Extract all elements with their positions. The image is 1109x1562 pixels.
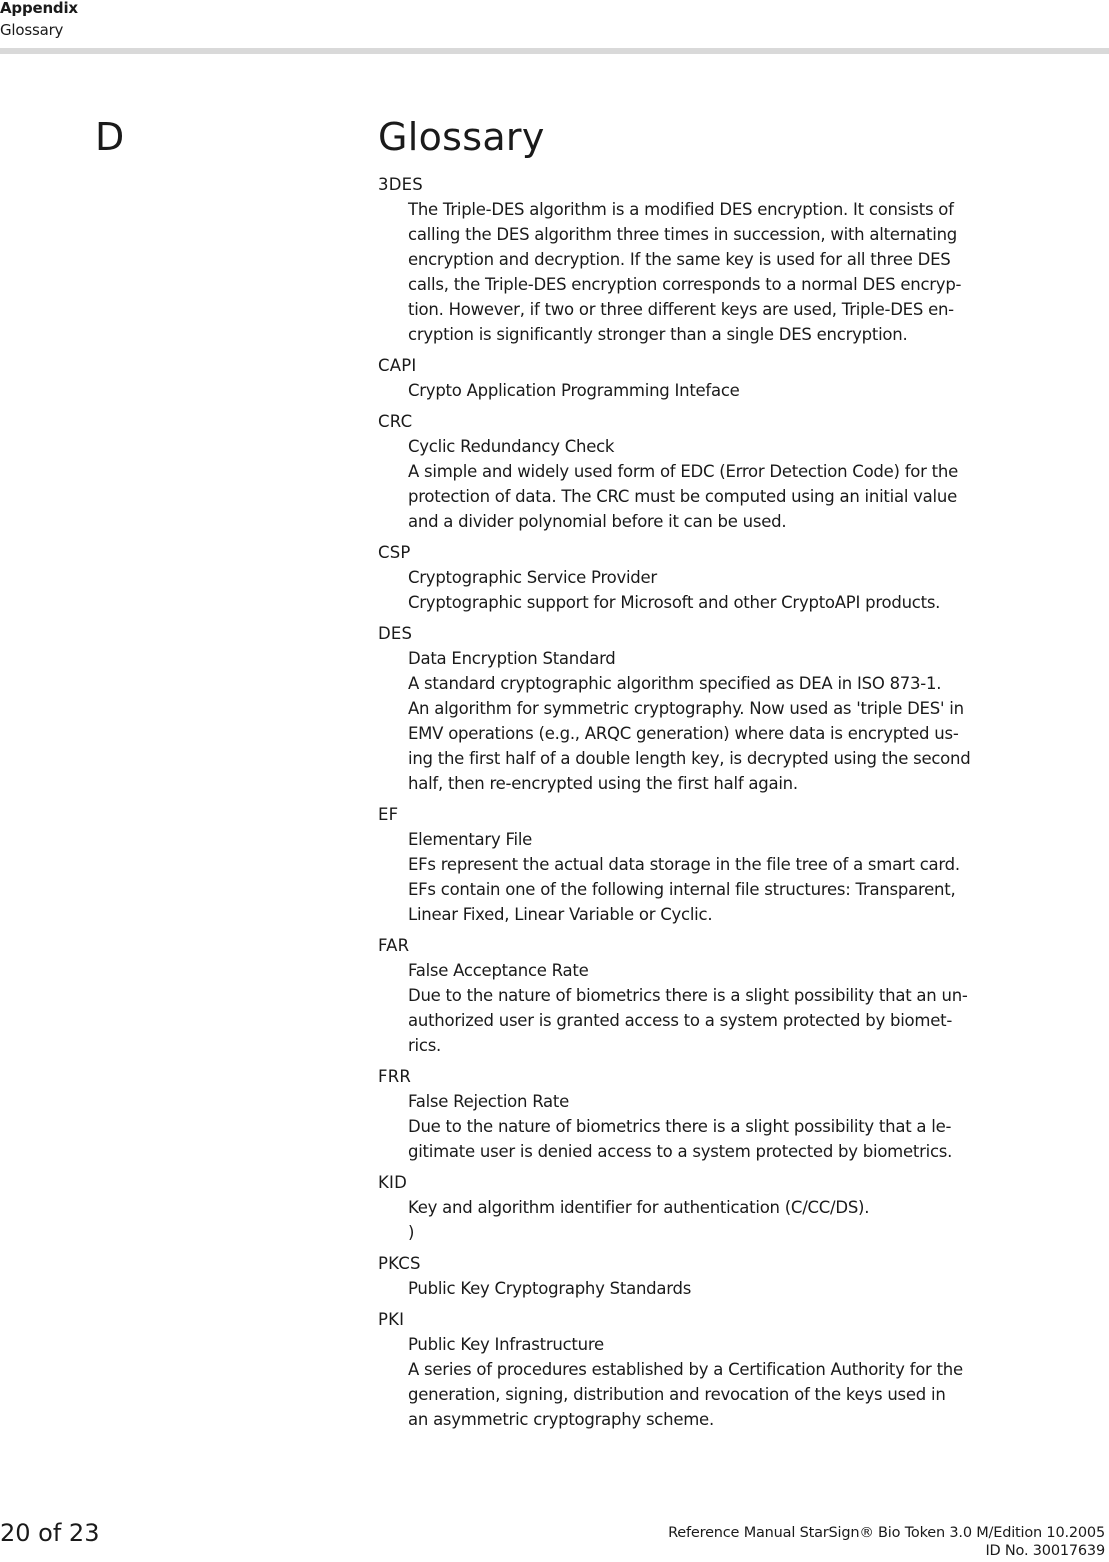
glossary-definition-line: EFs contain one of the following internal file structures: Transparent, xyxy=(408,880,956,899)
glossary-definition-line: cryption is significantly stronger than a single DES encryption. xyxy=(408,325,908,344)
glossary-term: CRC xyxy=(378,412,413,431)
glossary-definition-line: gitimate user is denied access to a system protected by biometrics. xyxy=(408,1142,953,1161)
glossary-definition-line: Due to the nature of biometrics there is a slight possibility that a le- xyxy=(408,1117,952,1136)
glossary-term: PKCS xyxy=(378,1254,421,1273)
glossary-definition-line: An algorithm for symmetric cryptography. Now used as 'triple DES' in xyxy=(408,699,964,718)
glossary-entry xyxy=(378,933,1028,1058)
glossary-term: FAR xyxy=(378,936,410,955)
glossary-definition-line: The Triple-DES algorithm is a modified DES encryption. It consists of xyxy=(408,200,954,219)
glossary-definition-line: an asymmetric cryptography scheme. xyxy=(408,1410,714,1429)
glossary-definition-line: ing the first half of a double length key, is decrypted using the second xyxy=(408,749,971,768)
glossary-term: 3DES xyxy=(378,175,423,194)
glossary-definition-line: authorized user is granted access to a system protected by biomet- xyxy=(408,1011,953,1030)
footer-reference xyxy=(668,1524,1105,1560)
page-number: 20 of 23 xyxy=(0,1519,100,1547)
glossary-definition-line: Data Encryption Standard xyxy=(408,649,616,668)
glossary-definition-line: Cyclic Redundancy Check xyxy=(408,437,615,456)
glossary-definition-line: Elementary File xyxy=(408,830,533,849)
glossary-definition-line: rics. xyxy=(408,1036,442,1055)
glossary-definition-line: False Acceptance Rate xyxy=(408,961,589,980)
glossary-entry xyxy=(378,621,1028,796)
glossary-entry xyxy=(378,1307,1028,1432)
glossary-definition-line: generation, signing, distribution and revocation of the keys used in xyxy=(408,1385,946,1404)
glossary-term: FRR xyxy=(378,1067,412,1086)
document-id: ID No. 30017639 xyxy=(985,1543,1105,1559)
glossary-definition-line: EFs represent the actual data storage in the file tree of a smart card. xyxy=(408,855,960,874)
glossary-term: DES xyxy=(378,624,413,643)
glossary-definition-line: Public Key Infrastructure xyxy=(408,1335,604,1354)
glossary-entry xyxy=(378,1170,1028,1245)
glossary-definition-line: Key and algorithm identifier for authentication (C/CC/DS). xyxy=(408,1198,870,1217)
document-reference: Reference Manual StarSign® Bio Token 3.0 M/Edition 10.2005 xyxy=(668,1525,1105,1541)
glossary-definition-line: calls, the Triple-DES encryption corresponds to a normal DES encryp- xyxy=(408,275,962,294)
glossary-definition-line: Due to the nature of biometrics there is a slight possibility that an un- xyxy=(408,986,968,1005)
glossary-definition-line: encryption and decryption. If the same key is used for all three DES xyxy=(408,250,951,269)
glossary-definition-line: Cryptographic Service Provider xyxy=(408,568,657,587)
glossary-definition-line: tion. However, if two or three different keys are used, Triple-DES en- xyxy=(408,300,954,319)
glossary-term: EF xyxy=(378,805,399,824)
glossary-definition-line: A series of procedures established by a Certification Authority for the xyxy=(408,1360,963,1379)
glossary-term: CAPI xyxy=(378,356,417,375)
header-subsection-title: Glossary xyxy=(0,21,64,39)
header-divider xyxy=(0,48,1109,54)
glossary-entry xyxy=(378,353,1028,403)
glossary-term: PKI xyxy=(378,1310,405,1329)
glossary-term: CSP xyxy=(378,543,411,562)
glossary-list xyxy=(378,172,1028,1438)
glossary-definition-line: Crypto Application Programming Inteface xyxy=(408,381,740,400)
glossary-definition-line: ) xyxy=(408,1223,415,1242)
glossary-definition-line: Linear Fixed, Linear Variable or Cyclic. xyxy=(408,905,713,924)
glossary-definition-line: half, then re-encrypted using the first half again. xyxy=(408,774,798,793)
glossary-definition-line: Cryptographic support for Microsoft and other CryptoAPI products. xyxy=(408,593,941,612)
page-title: Glossary xyxy=(378,115,545,159)
glossary-entry xyxy=(378,802,1028,927)
glossary-definition-line: EMV operations (e.g., ARQC generation) where data is encrypted us- xyxy=(408,724,959,743)
glossary-entry xyxy=(378,540,1028,615)
glossary-entry xyxy=(378,1251,1028,1301)
glossary-definition-line: A simple and widely used form of EDC (Error Detection Code) for the xyxy=(408,462,958,481)
glossary-entry xyxy=(378,409,1028,534)
glossary-definition-line: calling the DES algorithm three times in succession, with alternating xyxy=(408,225,957,244)
glossary-definition-line: and a divider polynomial before it can be used. xyxy=(408,512,787,531)
glossary-entry xyxy=(378,172,1028,347)
glossary-definition-line: protection of data. The CRC must be computed using an initial value xyxy=(408,487,957,506)
glossary-definition-line: Public Key Cryptography Standards xyxy=(408,1279,692,1298)
glossary-term: KID xyxy=(378,1173,407,1192)
chapter-letter: D xyxy=(95,115,125,159)
header-section-title: Appendix xyxy=(0,0,78,17)
glossary-entry xyxy=(378,1064,1028,1164)
glossary-definition-line: A standard cryptographic algorithm specified as DEA in ISO 873-1. xyxy=(408,674,942,693)
glossary-definition-line: False Rejection Rate xyxy=(408,1092,570,1111)
